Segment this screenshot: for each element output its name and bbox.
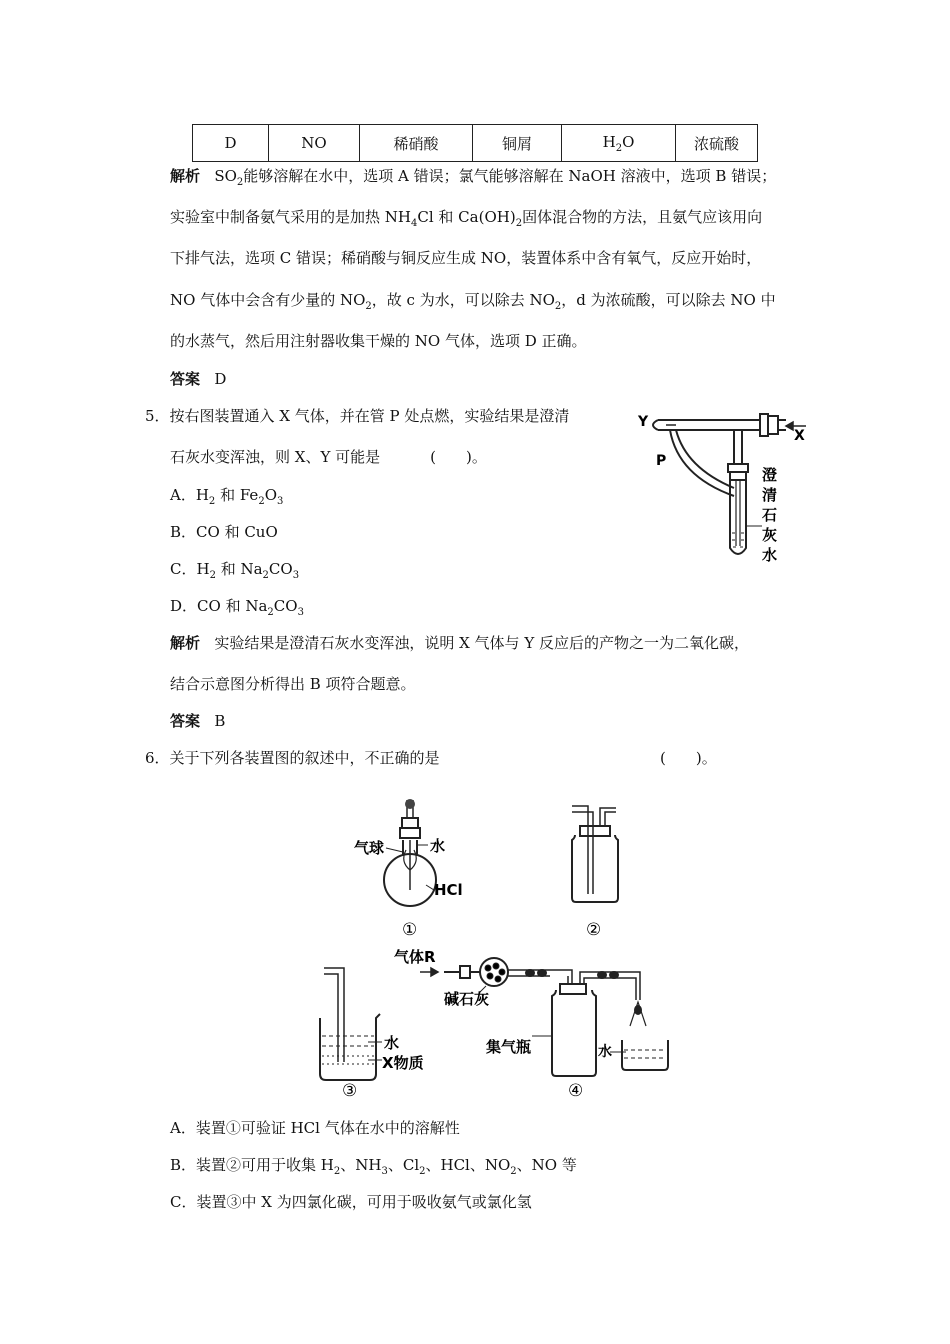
q6-answer-blank: ( )。	[660, 749, 717, 767]
answer-label: 答案	[170, 370, 201, 388]
limewater-char-5: 水	[762, 546, 778, 564]
q5-apparatus-figure	[636, 408, 816, 568]
label-x: X	[794, 428, 805, 444]
limewater-char-3: 石	[762, 506, 778, 524]
label-water-4: 水	[598, 1044, 612, 1060]
table-cell: D	[193, 125, 269, 162]
q5-option-c: C．$H_2$ 和 $Na_2CO_3$	[170, 560, 300, 581]
analysis-label: 解析	[170, 167, 201, 185]
label-y: Y	[638, 414, 649, 430]
q5-stem-line-2: 石灰水变浑浊，则 X、Y 可能是 ( )。	[170, 448, 487, 466]
answer-label: 答案	[170, 712, 201, 730]
q5-option-d: D．CO 和 $Na_2CO_3$	[170, 597, 304, 618]
q5-answer	[170, 711, 225, 731]
label-hcl: HCl	[434, 881, 463, 899]
answer-value: D	[214, 370, 227, 388]
reagent-table	[192, 124, 758, 162]
q6-option-a: A．装置①可验证 HCl 气体在水中的溶解性	[170, 1119, 460, 1137]
q4-analysis-line-5: 的水蒸气，然后用注射器收集干燥的 NO 气体，选项 D 正确。	[170, 332, 587, 350]
q4-answer	[170, 369, 226, 389]
table-cell: NO	[269, 125, 360, 162]
label-x-substance: X物质	[382, 1054, 424, 1072]
analysis-label: 解析	[170, 634, 201, 652]
label-water-1: 水	[430, 837, 446, 855]
label-p: P	[656, 453, 667, 469]
limewater-char-2: 清	[762, 486, 778, 504]
q4-analysis-line-1: 解析 $SO_2$能够溶解在水中，选项 A 错误；氯气能够溶解在 NaOH 溶液中，选项 B 错误；	[170, 167, 777, 188]
table-cell: 浓硫酸	[676, 125, 758, 162]
q4-analysis-line-3: 下排气法，选项 C 错误；稀硝酸与铜反应生成 NO，装置体系中含有氧气，反应开始时，	[170, 249, 762, 267]
q5-analysis-line-1: 解析 实验结果是澄清石灰水变浑浊，说明 X 气体与 Y 反应后的产物之一为二氧化碳，	[170, 634, 749, 652]
q6-apparatus-figures	[310, 790, 670, 1105]
q6-option-c: C．装置③中 X 为四氯化碳，可用于吸收氨气或氯化氢	[170, 1193, 532, 1211]
q4-analysis-line-2: 实验室中制备氨气采用的是加热 $NH_4Cl$ 和 $Ca(OH)_2$固体混合物的方法，且氨气应该用向	[170, 208, 763, 229]
answer-value: B	[214, 712, 226, 730]
q6-option-b: B．装置②可用于收集 $H_2$、$NH_3$、$Cl_2$、HCl、$NO_2$、NO 等	[170, 1156, 577, 1177]
label-balloon: 气球	[354, 839, 385, 857]
label-fig-4: ④	[568, 1081, 584, 1101]
q5-option-b: B．CO 和 CuO	[170, 523, 278, 541]
label-fig-2: ②	[586, 920, 602, 940]
table-row	[193, 125, 758, 162]
limewater-char-1: 澄	[762, 466, 778, 484]
answer-blank: ( )。	[430, 448, 487, 466]
q5-option-a: A．$H_2$ 和 $Fe_2O_3$	[170, 486, 284, 507]
label-collect-bottle: 集气瓶	[486, 1038, 532, 1056]
table-cell: 稀硝酸	[360, 125, 473, 162]
label-soda-lime: 碱石灰	[444, 990, 490, 1008]
q6-stem: 6．关于下列各装置图的叙述中，不正确的是	[145, 749, 440, 767]
label-water-3: 水	[384, 1034, 400, 1052]
label-fig-3: ③	[342, 1081, 358, 1101]
table-cell: $H_2O$	[562, 125, 676, 162]
q5-stem-line-1: 5．按右图装置通入 X 气体，并在管 P 处点燃，实验结果是澄清	[145, 407, 570, 425]
q5-analysis-line-2: 结合示意图分析得出 B 项符合题意。	[170, 675, 416, 693]
label-gas-r: 气体R	[394, 948, 436, 966]
limewater-char-4: 灰	[762, 526, 778, 544]
question-number: 6．	[145, 749, 170, 767]
label-fig-1: ①	[402, 920, 418, 940]
table-cell: 铜屑	[473, 125, 562, 162]
q4-analysis-line-4: NO 气体中会含有少量的 $NO_2$，故 c 为水，可以除去 $NO_2$，d 为浓硫酸，可以除去 NO 中	[170, 291, 776, 312]
question-number: 5．	[145, 407, 170, 425]
